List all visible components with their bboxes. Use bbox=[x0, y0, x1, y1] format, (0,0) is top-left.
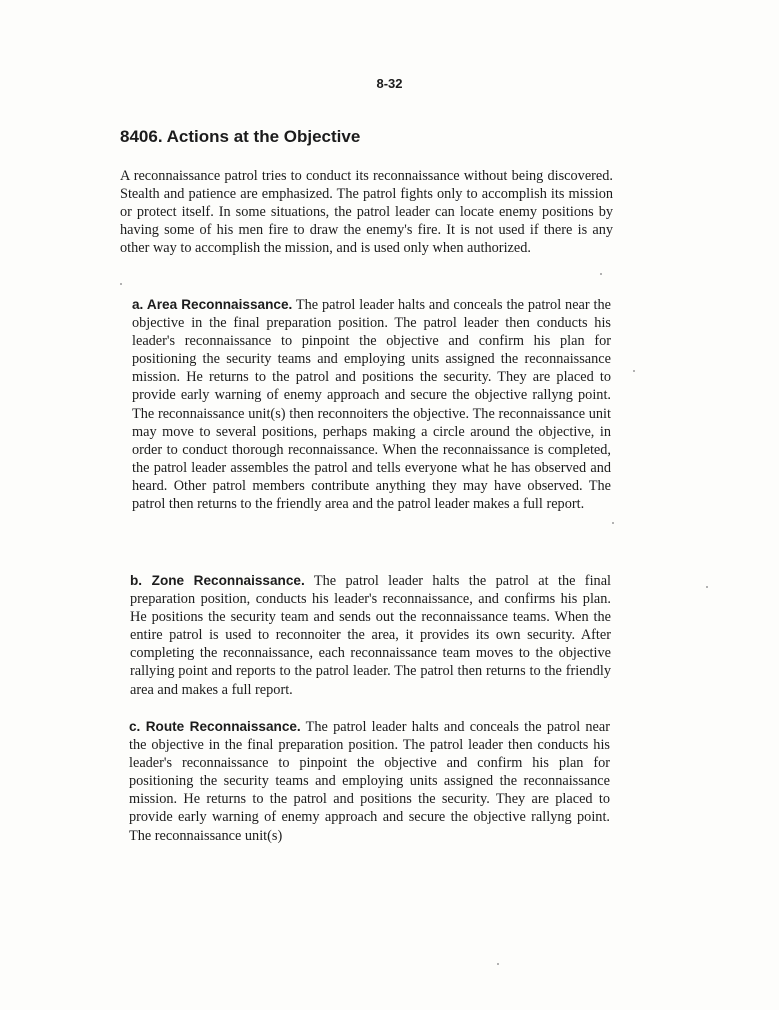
scan-speck bbox=[497, 963, 499, 965]
section-title: 8406. Actions at the Objective bbox=[120, 127, 361, 146]
subsection-heading: a. Area Reconnaissance. bbox=[132, 297, 293, 312]
subsection-text: The patrol leader halts the patrol at the final preparation position, conducts his leader's reconnaissance, and confirms his plan. He positions the security team and sends out the reconnaissance teams. When the entire patrol is used to reconnoiter the area, it provides its own security. After completing the reconnaissance, each reconnaissance team moves to the objective rallying point and reports to the patrol leader. The patrol then returns to the friendly area and makes a full report. bbox=[130, 573, 612, 698]
subsection-heading: b. Zone Reconnaissance. bbox=[130, 573, 305, 588]
subsection-heading: c. Route Reconnaissance. bbox=[129, 719, 301, 734]
scan-speck bbox=[633, 370, 635, 372]
scan-speck bbox=[120, 283, 122, 285]
scan-speck bbox=[706, 586, 708, 588]
intro-paragraph: A reconnaissance patrol tries to conduct its reconnaissance without being discovered. Stealth and patience are emphasized. The patrol fights only to accomplish its mission or protect itself. In some situations, the patrol leader can locate enemy positions by having some of his men fire to draw the enemy's fire. It is not used if there is any other way to accomplish the mission, and is used only when authorized. bbox=[120, 168, 613, 257]
subsection-text: The patrol leader halts and conceals the patrol near the objective in the final preparation position. The patrol leader then conducts his leader's reconnaissance to pinpoint the objective and confirm his plan for positioning the security teams and employing units assigned the reconnaissance mission. He returns to the patrol and positions the security. They are placed to provide early warning of enemy approach and secure the objective rallyng point. The reconnaissance unit(s) bbox=[129, 719, 610, 844]
page-number: 8-32 bbox=[376, 76, 403, 91]
subsection-area-reconnaissance bbox=[132, 296, 611, 513]
subsection-route-reconnaissance bbox=[129, 718, 610, 845]
subsection-text: The patrol leader halts and conceals the patrol near the objective in the final preparation position. The patrol leader then conducts his leader's reconnaissance to pinpoint the objective and confirm his plan for positioning the security teams and employing units assigned the reconnaissance mission. He returns to the patrol and positions the security. They are placed to provide early warning of enemy approach and secure the objective rallyng point. The reconnaissance unit(s) then reconnoiters the objective. The reconnaissance unit may move to several positions, perhaps making a circle around the objective, in order to conduct thorough reconnaissance. When the reconnaissance is completed, the patrol leader assembles the patrol and tells everyone what he has observed and heard. Other patrol members contribute anything they may have observed. The patrol then returns to the friendly area and the patrol leader makes a full report. bbox=[132, 297, 611, 513]
scan-speck bbox=[600, 273, 602, 275]
scan-speck bbox=[612, 522, 614, 524]
subsection-zone-reconnaissance bbox=[130, 572, 611, 699]
